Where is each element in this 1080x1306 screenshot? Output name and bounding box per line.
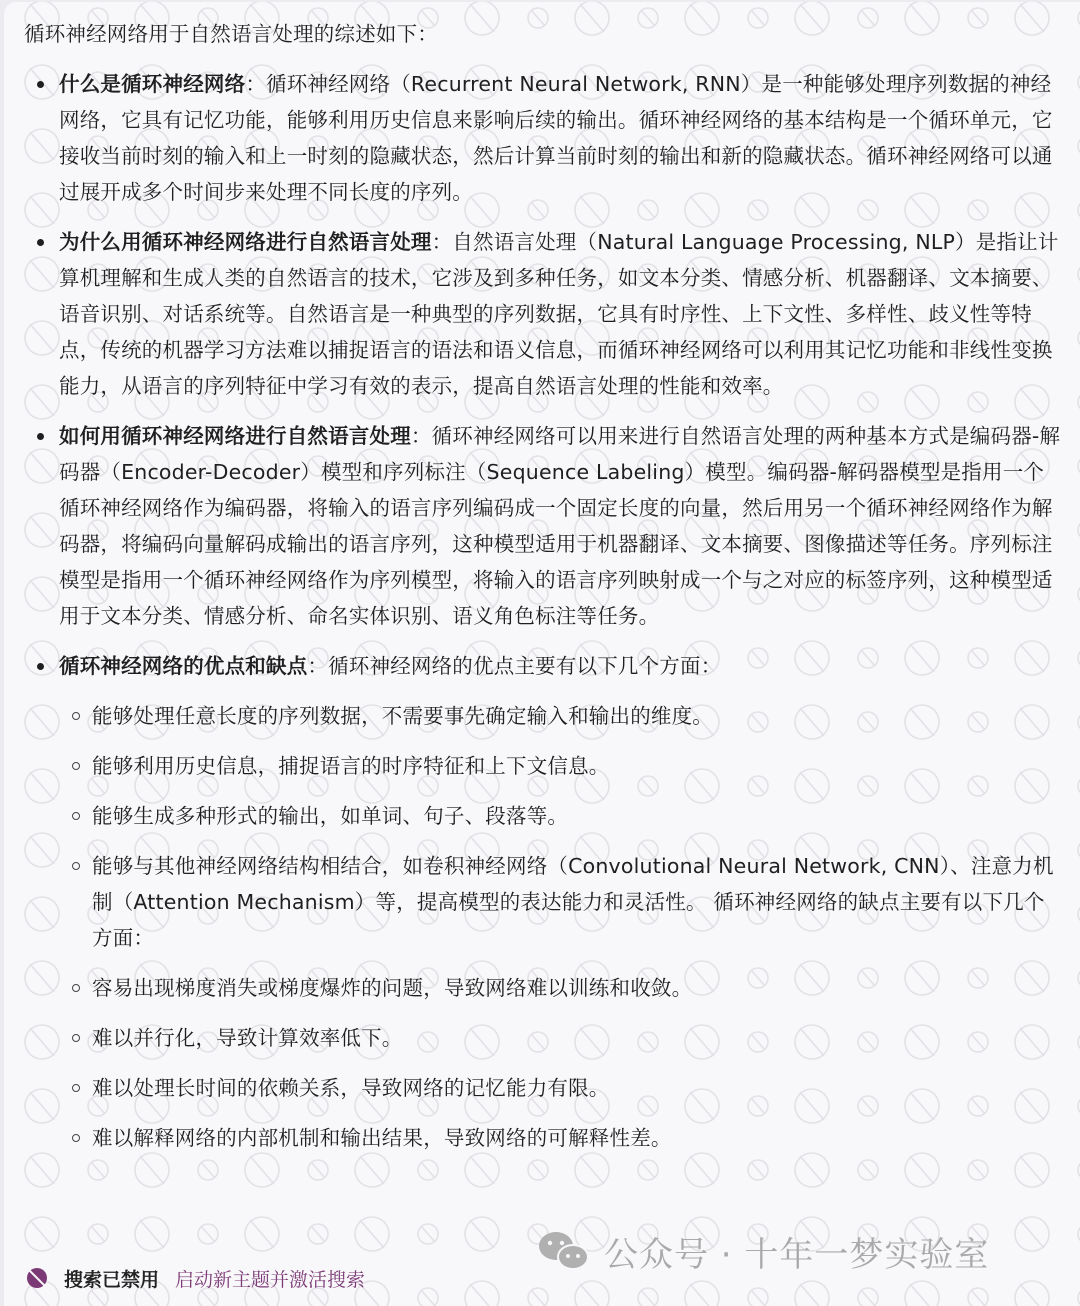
bullet-circle-icon (72, 862, 80, 870)
sub-item (59, 798, 1064, 834)
bullet-circle-icon (72, 1084, 80, 1092)
sub-item (59, 970, 1064, 1006)
sub-item (59, 698, 1064, 734)
bullet-dot-icon (37, 239, 44, 246)
sub-item (59, 848, 1064, 956)
sub-item-text: 难以并行化，导致计算效率低下。 (92, 1026, 403, 1050)
response-content (24, 16, 1064, 1170)
section-text: ：循环神经网络（Recurrent Neural Network, RNN）是一种能够处理序列数据的神经网络，它具有记忆功能，能够利用历史信息来影响后续的输出。循环神经网络的基本结构是一个循环单元，它接收当前时刻的输入和上一时刻的隐藏状态，然后计算当前时刻的输出和新的隐藏状态。循环神经网络可以通过展开成多个时间步来处理不同长度的序列。 (59, 72, 1053, 204)
bullet-circle-icon (72, 1034, 80, 1042)
section-item (24, 66, 1064, 210)
intro-text: 循环神经网络用于自然语言处理的综述如下： (24, 22, 438, 46)
sub-item-text: 能够生成多种形式的输出，如单词、句子、段落等。 (92, 804, 569, 828)
watermark-text: 公众号 · 十年一梦实验室 (604, 1234, 990, 1275)
section-text: ：循环神经网络的优点主要有以下几个方面： (307, 654, 722, 678)
wechat-icon (536, 1228, 592, 1274)
section-title: 什么是循环神经网络 (59, 72, 246, 96)
section-item (24, 418, 1064, 634)
search-status-bar (26, 1264, 365, 1292)
bullet-circle-icon (72, 712, 80, 720)
sub-item-text: 难以处理长时间的依赖关系，导致网络的记忆能力有限。 (92, 1076, 610, 1100)
sub-list (59, 698, 1064, 1156)
section-title: 如何用循环神经网络进行自然语言处理 (59, 424, 411, 448)
bullet-circle-icon (72, 812, 80, 820)
bullet-dot-icon (37, 81, 44, 88)
sub-item-text: 能够利用历史信息，捕捉语言的时序特征和上下文信息。 (92, 754, 610, 778)
sub-item-text: 能够处理任意长度的序列数据，不需要事先确定输入和输出的维度。 (92, 704, 713, 728)
watermark (536, 1228, 989, 1274)
chat-response-card (4, 2, 1080, 1306)
section-list (24, 66, 1064, 1156)
section-title: 为什么用循环神经网络进行自然语言处理 (59, 230, 432, 254)
sub-item (59, 1070, 1064, 1106)
sub-item-text: 能够与其他神经网络结构相结合，如卷积神经网络（Convolutional Neural Network, CNN）、注意力机制（Attention Mechanism）等，提高模型的表达能力和灵活性。 循环神经网络的缺点主要有以下几个方面： (92, 854, 1054, 950)
sub-item (59, 1020, 1064, 1056)
section-text: ：循环神经网络可以用来进行自然语言处理的两种基本方式是编码器-解码器（Encoder-Decoder）模型和序列标注（Sequence Labeling）模型。编码器-解码器模型是指用一个循环神经网络作为编码器，将输入的语言序列编码成一个固定长度的向量，然后用另一个循环神经网络作为解码器，将编码向量解码成输出的语言序列，这种模型适用于机器翻译、文本摘要、图像描述等任务。序列标注模型是指用一个循环神经网络作为序列模型，将输入的语言序列映射成一个与之对应的标签序列，这种模型适用于文本分类、情感分析、命名实体识别、语义角色标注等任务。 (59, 424, 1061, 628)
section-item (24, 224, 1064, 404)
sub-item-text: 难以解释网络的内部机制和输出结果，导致网络的可解释性差。 (92, 1126, 672, 1150)
section-text: ：自然语言处理（Natural Language Processing, NLP）是指让计算机理解和生成人类的自然语言的技术，它涉及到多种任务，如文本分类、情感分析、机器翻译、文本摘要、语音识别、对话系统等。自然语言是一种典型的序列数据，它具有时序性、上下文性、多样性、歧义性等特点，传统的机器学习方法难以捕捉语言的语法和语义信息，而循环神经网络可以利用其记忆功能和非线性变换能力，从语言的序列特征中学习有效的表示，提高自然语言处理的性能和效率。 (59, 230, 1059, 398)
search-disabled-label: 搜索已禁用 (64, 1268, 160, 1291)
bullet-circle-icon (72, 1134, 80, 1142)
sub-item (59, 1120, 1064, 1156)
bullet-dot-icon (37, 433, 44, 440)
sub-item (59, 748, 1064, 784)
search-disabled-icon (26, 1267, 48, 1289)
sub-item-text: 容易出现梯度消失或梯度爆炸的问题，导致网络难以训练和收敛。 (92, 976, 693, 1000)
bullet-dot-icon (37, 663, 44, 670)
section-title: 循环神经网络的优点和缺点 (59, 654, 308, 678)
section-item (24, 648, 1064, 1156)
bullet-circle-icon (72, 762, 80, 770)
start-new-topic-link[interactable]: 启动新主题并激活搜索 (175, 1268, 366, 1291)
bullet-circle-icon (72, 984, 80, 992)
